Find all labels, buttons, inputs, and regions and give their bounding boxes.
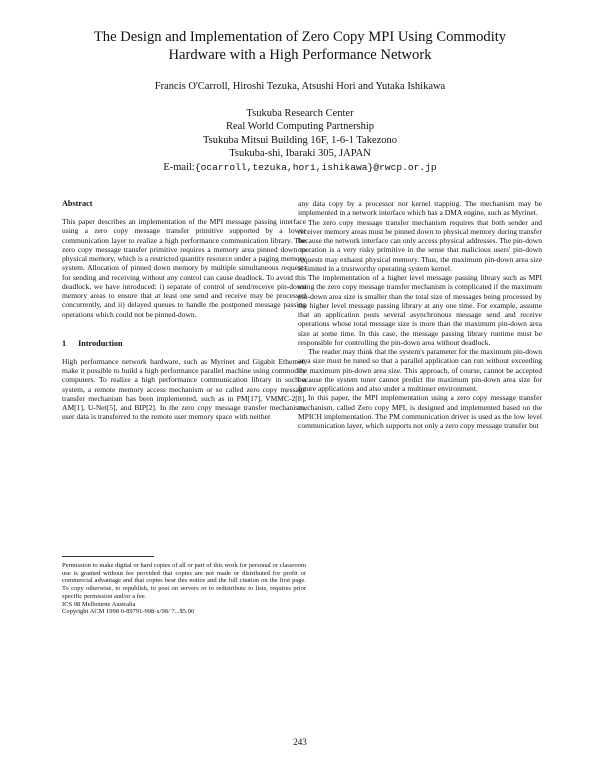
introduction-text: High performance network hardware, such as Myrinet and Gigabit Ethernet, make it possible to build a high performance parallel machine using commodity computers. To realize a high performance communication library in such a system, a remote memory access mechanism or so called zero copy message transfer mechanism has been implemented, such as in PM[17], VMMC-2[8], AM[1], U-Net[5], and BIP[2]. In the zero copy message transfer mechanism, user data is transferred to the remote user memory space with neither	[62, 356, 306, 422]
copyright-line: Copyright ACM 1998 0-89791-998-x/98/ 7...$5.00	[62, 608, 195, 616]
affiliation-block	[40, 107, 560, 174]
section-title: Introduction	[78, 338, 123, 348]
email-address: {ocarroll,tezuka,hori,ishikawa}@rwcp.or.jp	[194, 161, 437, 173]
paper-title	[40, 28, 560, 64]
right-paragraph-4: The reader may think that the system's parameter for the maximum pin-down area size must be tuned so that a parallel application can run without exceeding the maximum pin-down area size. This approach, of course, cannot be accepted because the system tuner cannot predict the maximum pin-down area size for future applications and also under a multiuser environment.	[298, 347, 542, 393]
right-paragraph-5: In this paper, the MPI implementation using a zero copy message transfer mechanism, called Zero copy MPI, is designed and implemented based on the MPICH implementation. The PM communication driver is used as the low level communication layer, which supports not only a zero copy message transfer but	[298, 393, 542, 430]
right-column	[298, 199, 542, 430]
section-number: 1	[62, 338, 67, 348]
footnote-rule	[62, 556, 154, 557]
author-list: Francis O'Carroll, Hiroshi Tezuka, Atsushi Hori and Yutaka Ishikawa	[154, 81, 446, 92]
abstract-text: This paper describes an implementation of the MPI message passing interface using a zero copy message transfer primitive supported by a lower communication layer to realize a high performance communication library. The zero copy message transfer primitive requires a memory area pinned down to physical memory, which is a restricted quantity resource under a paging memory system. Allocation of pinned down memory by multiple simultaneous requests for sending and receiving without any control can cause deadlock. To avoid this deadlock, we have introduced: i) separate of control of send/receive pin-down memory areas to ensure that at least one send and receive may be processed concurrently, and ii) delayed queues to handle the postponed message passing operations which could not be pinned-down.	[62, 217, 306, 319]
email-prefix: E-mail:	[163, 161, 195, 173]
affiliation-email-line	[40, 161, 560, 174]
title-line-2: Hardware with a High Performance Network	[168, 47, 432, 63]
title-line-1: The Design and Implementation of Zero Copy MPI Using Commodity	[93, 29, 507, 45]
permission-text: Permission to make digital or hard copies of all or part of this work for personal or classroom use is granted without fee provided that copies are not made or distributed for profit or commercial advantage and that copies bear this notice and the full citation on the first page. To copy otherwise, to republish, to post on servers or to redistribute to lists, requires prior specific permission and/or a fee.	[62, 562, 306, 600]
conference-line: ICS 98 Melbourne Australia	[62, 600, 136, 608]
affiliation-partnership: Real World Computing Partnership	[226, 121, 374, 133]
permission-notice	[62, 562, 306, 616]
affiliation-org: Tsukuba Research Center	[246, 108, 354, 119]
abstract-heading: Abstract	[62, 199, 93, 208]
page-number: 243	[293, 737, 307, 747]
right-paragraph-2: The zero copy message transfer mechanism requires that both sender and receiver memory areas must be pinned down to physical memory during transfer because the network interface can only access physical addresses. The pin-down operation is a very risky primitive in the sense that malicious users' pin-down requests may exhaust physical memory. Thus, the maximum pin-down area size is limited in a trustworthy operating system kernel.	[298, 217, 542, 273]
right-paragraph-1: any data copy by a processor nor kernel trapping. The mechanism may be implemented in a network interface which has a DMA engine, such as Myrinet.	[298, 199, 542, 218]
affiliation-city: Tsukuba-shi, Ibaraki 305, JAPAN	[229, 148, 371, 160]
left-column	[62, 199, 306, 422]
right-paragraph-3: The implementation of a higher level message passing library such as MPI using the zero copy message transfer mechanism is complicated if the maximum pin-down area size is smaller than the total size of messages being processed by the higher level message passing library at any one time. For example, assume that an application posts several asynchronous message send and receive operations whose total message size is more than the maximum pin-down area size at some time. In this case, the message passing library runtime must be responsible for controlling the pin-down area without deadlock.	[298, 273, 542, 347]
introduction-heading	[62, 339, 306, 349]
affiliation-building: Tsukuba Mitsui Building 16F, 1-6-1 Takezono	[202, 134, 398, 146]
